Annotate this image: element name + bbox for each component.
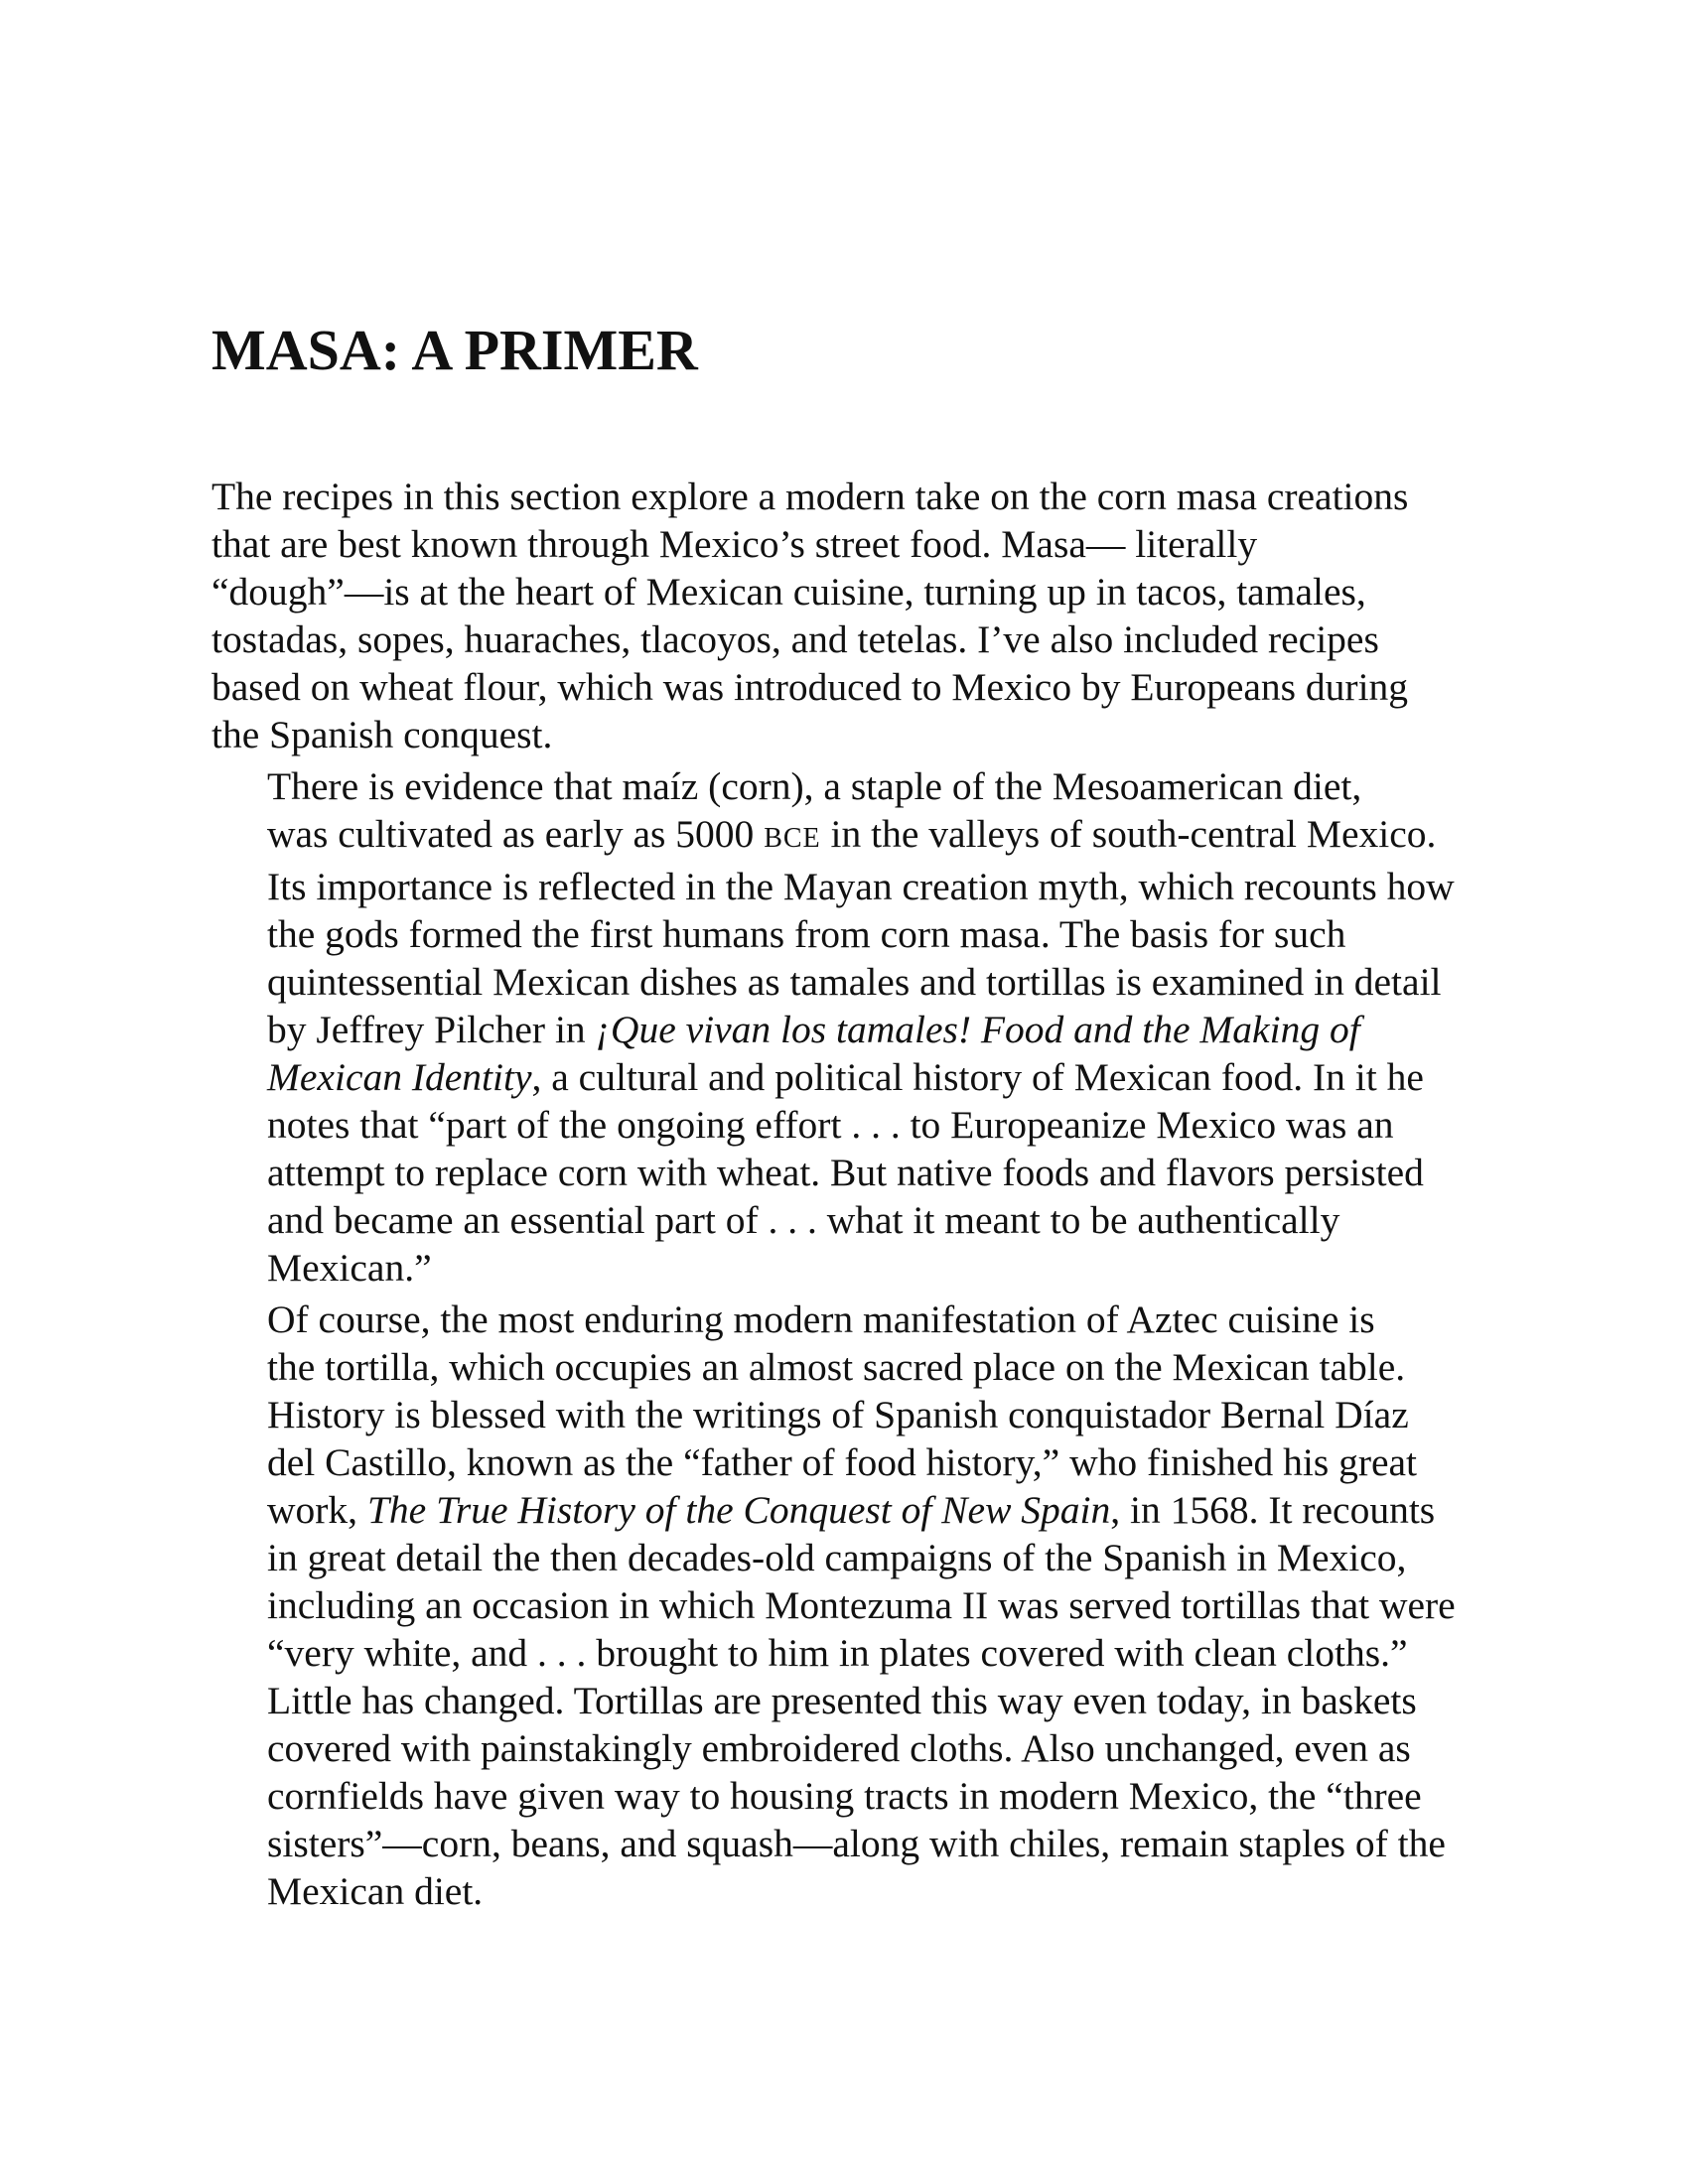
text-line: the gods formed the first humans from corn masa. The basis for such [267,912,1346,956]
text-line: based on wheat flour, which was introduced to Mexico by Europeans during [211,665,1409,709]
era-abbreviation: BCE [764,823,821,854]
text-line: Mexican.” [267,1246,432,1290]
text-line: quintessential Mexican dishes as tamales and tortillas is examined in detail [267,960,1442,1004]
text-line: History is blessed with the writings of Spanish conquistador Bernal Díaz [267,1393,1409,1436]
text-line: that are best known through Mexico’s street food. Masa— literally [211,522,1258,566]
text-line [211,1053,1492,1101]
text-line: attempt to replace corn with wheat. But native foods and flavors persisted [267,1151,1424,1194]
text-line: del Castillo, known as the “father of food history,” who finished his great [267,1440,1418,1484]
text-segment: work, [267,1488,367,1532]
text-segment: was cultivated as early as 5000 [267,812,765,856]
text-line: sisters”—corn, beans, and squash—along with chiles, remain staples of the [267,1822,1446,1865]
paragraph-intro [211,473,1492,758]
text-segment: by Jeffrey Pilcher in [267,1008,596,1051]
text-line: cornfields have given way to housing tracts in modern Mexico, the “three [267,1774,1422,1818]
book-title-italic: The True History of the Conquest of New Spain [366,1488,1111,1532]
text-line: “dough”—is at the heart of Mexican cuisine, turning up in tacos, tamales, [211,570,1366,614]
paragraph-tortilla [211,1296,1492,1915]
text-line [211,1006,1492,1053]
text-line: and became an essential part of . . . what it meant to be authentically [267,1198,1340,1242]
text-line: The recipes in this section explore a modern take on the corn masa creations [211,475,1409,518]
text-line: the tortilla, which occupies an almost sacred place on the Mexican table. [267,1345,1406,1389]
text-line: Little has changed. Tortillas are presented this way even today, in baskets [267,1679,1417,1722]
text-line: There is evidence that maíz (corn), a staple of the Mesoamerican diet, [267,764,1362,808]
text-line [211,1486,1492,1534]
body-text [211,473,1492,1915]
text-line: “very white, and . . . brought to him in plates covered with clean cloths.” [267,1631,1408,1675]
text-segment: in the valleys of south-central Mexico. [820,812,1437,856]
text-line: notes that “part of the ongoing effort . . . to Europeanize Mexico was an [267,1103,1394,1147]
text-line: including an occasion in which Montezuma II was served tortillas that were [267,1583,1456,1627]
text-segment: , a cultural and political history of Mexican food. In it he [531,1055,1424,1099]
text-line: Of course, the most enduring modern manifestation of Aztec cuisine is [267,1297,1375,1341]
text-segment: , in 1568. It recounts [1110,1488,1436,1532]
text-line: in great detail the then decades-old campaigns of the Spanish in Mexico, [267,1536,1407,1579]
chapter-title: MASA: A PRIMER [211,318,698,382]
text-line: the Spanish conquest. [211,713,553,756]
text-line: covered with painstakingly embroidered cloths. Also unchanged, even as [267,1726,1411,1770]
text-line: tostadas, sopes, huaraches, tlacoyos, and tetelas. I’ve also included recipes [211,617,1379,661]
paragraph-maiz-history [211,762,1492,1292]
book-title-italic: Mexican Identity [267,1055,532,1099]
text-line: Mexican diet. [267,1869,484,1913]
text-line [211,810,1492,863]
book-title-italic: ¡Que vivan los tamales! Food and the Making of [595,1008,1360,1051]
text-line: Its importance is reflected in the Mayan creation myth, which recounts how [267,865,1455,908]
